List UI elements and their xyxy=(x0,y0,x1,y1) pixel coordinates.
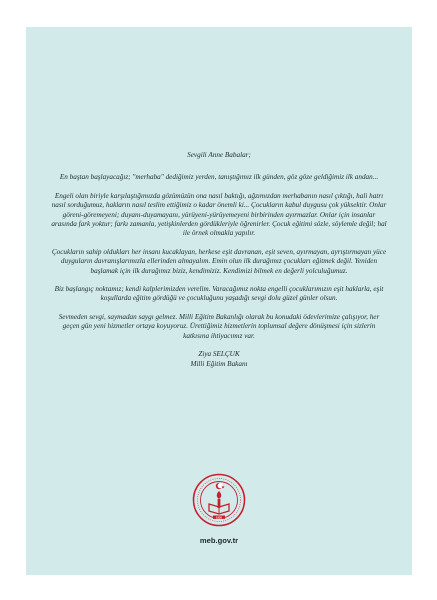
letter-body xyxy=(50,151,388,369)
paragraph-ministry: Sevmeden sevgi, saymadan saygı gelmez. Milli Eğitim Bakanlığı olarak bu konudaki ödevlerimize çalışıyor, her geçen gün yeni hizmetler ortaya koyuyoruz. Ürettiğimiz hizmetlerin toplumsal değere dönüşmesi için sizlerin katkısına ihtiyacımız var. xyxy=(58,312,380,340)
emblem-year: 1920 xyxy=(216,516,222,520)
meb-emblem-icon xyxy=(192,473,246,527)
paragraph-intro: En baştan başlayacağız; "merhaba" dediğimiz yerden, tanıştığımız ilk günden, göz göze geldiğimiz ilk andan... xyxy=(59,173,379,182)
footer-url[interactable]: meb.gov.tr xyxy=(199,536,239,545)
signature-title: Milli Eğitim Bakanı xyxy=(190,359,248,368)
letter-page xyxy=(26,27,412,575)
paragraph-children: Çocukların sahip oldukları her insanı kucaklayan, herkese eşit davranan, eşit seven, ayırmayan, ayrıştırmayan yüce duyguların davranışlarımızla ellerinden almayalım. Emin olun ilk durağımız çocukları eğitmek değil. Yeniden başlamak için ilk durağımız biziz, kendimiziz. Kendimizi bilmek en değerli yolculuğumuz. xyxy=(51,247,387,275)
paragraph-starting-point: Biz başlangıç noktamız; kendi kalplerimizden verelim. Varacağımız nokta engelli çocuklarımızın eşit haklarla, eşit koşullarda eğitim gördüğü ve çocukluğunu yaşadığı sevgi dolu güzel günler olsun. xyxy=(54,285,384,303)
signature-name: Ziya SELÇUK xyxy=(198,350,240,359)
paragraph-acceptance: Engeli olan biriyle karşılaştığımızda gözümüzün ona nasıl baktığı, ağzımızdan merhabanın nasıl çıktığı, hali hatrı nasıl sorduğumuz, hakların nasıl teslim ettiğimiz o kadar önemli ki... Çocukların kabul duygusu çok yüksektir. Onlar göreni-göremeyeni; duyanı-duyamayanı, yürüyeni-yürüyemeyeni birbirinden ayırmazlar. Onlar için insanlar arasında fark yoktur; farkı zamanla, yetişkinlerden gördükleriyle öğrenirler. Çocuk eğitimi sözle, söylemle değil; hal ile örnek olmakla yapılır. xyxy=(51,191,387,238)
salutation: Sevgili Anne Babalar; xyxy=(187,151,251,159)
